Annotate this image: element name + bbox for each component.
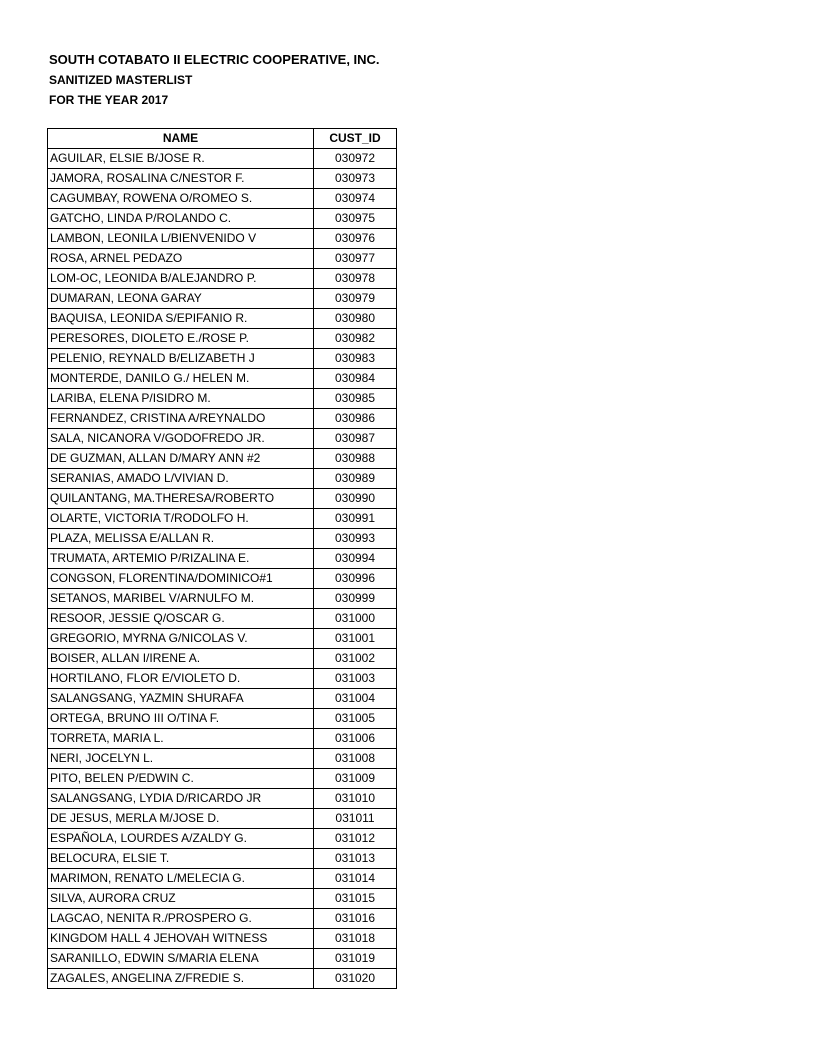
customer-name-cell: GATCHO, LINDA P/ROLANDO C. [48, 209, 314, 229]
table-row [48, 149, 397, 169]
customer-id-cell: 031020 [314, 969, 397, 989]
customer-id-cell: 031011 [314, 809, 397, 829]
customer-id-cell: 030988 [314, 449, 397, 469]
table-row [48, 949, 397, 969]
document-subtitle: SANITIZED MASTERLIST [49, 73, 193, 87]
customer-id-cell: 030973 [314, 169, 397, 189]
table-row [48, 649, 397, 669]
customer-id-cell: 030984 [314, 369, 397, 389]
customer-id-cell: 030993 [314, 529, 397, 549]
customer-id-cell: 030996 [314, 569, 397, 589]
customer-id-cell: 030985 [314, 389, 397, 409]
table-row [48, 749, 397, 769]
document-header [49, 50, 380, 110]
customer-name-cell: PLAZA, MELISSA E/ALLAN R. [48, 529, 314, 549]
table-row [48, 509, 397, 529]
customer-id-cell: 030980 [314, 309, 397, 329]
customer-name-cell: JAMORA, ROSALINA C/NESTOR F. [48, 169, 314, 189]
customer-id-cell: 031014 [314, 869, 397, 889]
customer-name-cell: PITO, BELEN P/EDWIN C. [48, 769, 314, 789]
table-row [48, 829, 397, 849]
customer-name-cell: CAGUMBAY, ROWENA O/ROMEO S. [48, 189, 314, 209]
customer-name-cell: TRUMATA, ARTEMIO P/RIZALINA E. [48, 549, 314, 569]
customer-name-cell: SERANIAS, AMADO L/VIVIAN D. [48, 469, 314, 489]
customer-name-cell: LOM-OC, LEONIDA B/ALEJANDRO P. [48, 269, 314, 289]
customer-name-cell: SETANOS, MARIBEL V/ARNULFO M. [48, 589, 314, 609]
customer-name-cell: MONTERDE, DANILO G./ HELEN M. [48, 369, 314, 389]
table-row [48, 969, 397, 989]
table-row [48, 589, 397, 609]
customer-name-cell: AGUILAR, ELSIE B/JOSE R. [48, 149, 314, 169]
customer-name-cell: SILVA, AURORA CRUZ [48, 889, 314, 909]
customer-id-cell: 031001 [314, 629, 397, 649]
table-row [48, 349, 397, 369]
table-row [48, 529, 397, 549]
customer-id-cell: 030990 [314, 489, 397, 509]
table-row [48, 869, 397, 889]
customer-id-cell: 031016 [314, 909, 397, 929]
customer-name-cell: SALA, NICANORA V/GODOFREDO JR. [48, 429, 314, 449]
customer-id-cell: 030983 [314, 349, 397, 369]
table-row [48, 469, 397, 489]
customer-id-cell: 030982 [314, 329, 397, 349]
table-row [48, 929, 397, 949]
table-row [48, 769, 397, 789]
customer-name-cell: HORTILANO, FLOR E/VIOLETO D. [48, 669, 314, 689]
table-row [48, 629, 397, 649]
customer-name-cell: TORRETA, MARIA L. [48, 729, 314, 749]
customer-id-cell: 031012 [314, 829, 397, 849]
table-row [48, 669, 397, 689]
table-header-row [48, 129, 397, 149]
customer-name-cell: SALANGSANG, LYDIA D/RICARDO JR [48, 789, 314, 809]
customer-id-cell: 030977 [314, 249, 397, 269]
table-row [48, 429, 397, 449]
table-row [48, 909, 397, 929]
customer-id-cell: 031004 [314, 689, 397, 709]
table-row [48, 889, 397, 909]
table-row [48, 709, 397, 729]
customer-id-cell: 030987 [314, 429, 397, 449]
customer-name-cell: GREGORIO, MYRNA G/NICOLAS V. [48, 629, 314, 649]
customer-id-cell: 030986 [314, 409, 397, 429]
customer-id-cell: 031018 [314, 929, 397, 949]
table-row [48, 269, 397, 289]
table-row [48, 689, 397, 709]
customer-id-cell: 031005 [314, 709, 397, 729]
customer-name-cell: NERI, JOCELYN L. [48, 749, 314, 769]
customer-id-cell: 030975 [314, 209, 397, 229]
customer-id-cell: 030974 [314, 189, 397, 209]
table-row [48, 849, 397, 869]
customer-id-cell: 030979 [314, 289, 397, 309]
customer-name-cell: ROSA, ARNEL PEDAZO [48, 249, 314, 269]
customer-name-cell: FERNANDEZ, CRISTINA A/REYNALDO [48, 409, 314, 429]
column-header-name: NAME [48, 129, 314, 149]
customer-name-cell: BAQUISA, LEONIDA S/EPIFANIO R. [48, 309, 314, 329]
customer-id-cell: 030976 [314, 229, 397, 249]
table-row [48, 729, 397, 749]
customer-name-cell: DE JESUS, MERLA M/JOSE D. [48, 809, 314, 829]
customer-name-cell: KINGDOM HALL 4 JEHOVAH WITNESS [48, 929, 314, 949]
table-row [48, 389, 397, 409]
table-row [48, 549, 397, 569]
table-row [48, 249, 397, 269]
table-row [48, 489, 397, 509]
table-row [48, 209, 397, 229]
table-row [48, 289, 397, 309]
table-row [48, 229, 397, 249]
customer-id-cell: 031019 [314, 949, 397, 969]
table-row [48, 569, 397, 589]
table-row [48, 789, 397, 809]
table-row [48, 609, 397, 629]
table-row [48, 329, 397, 349]
customer-name-cell: DE GUZMAN, ALLAN D/MARY ANN #2 [48, 449, 314, 469]
customer-name-cell: LAMBON, LEONILA L/BIENVENIDO V [48, 229, 314, 249]
customer-id-cell: 030972 [314, 149, 397, 169]
masterlist-table [47, 128, 397, 989]
table-row [48, 809, 397, 829]
customer-id-cell: 031003 [314, 669, 397, 689]
organization-name: SOUTH COTABATO II ELECTRIC COOPERATIVE, INC. [49, 52, 380, 67]
customer-id-cell: 031002 [314, 649, 397, 669]
customer-id-cell: 031006 [314, 729, 397, 749]
column-header-cust-id: CUST_ID [314, 129, 397, 149]
customer-name-cell: CONGSON, FLORENTINA/DOMINICO#1 [48, 569, 314, 589]
table-row [48, 369, 397, 389]
customer-name-cell: PELENIO, REYNALD B/ELIZABETH J [48, 349, 314, 369]
customer-name-cell: ESPAÑOLA, LOURDES A/ZALDY G. [48, 829, 314, 849]
customer-id-cell: 031009 [314, 769, 397, 789]
customer-name-cell: LAGCAO, NENITA R./PROSPERO G. [48, 909, 314, 929]
customer-name-cell: DUMARAN, LEONA GARAY [48, 289, 314, 309]
customer-id-cell: 030994 [314, 549, 397, 569]
customer-name-cell: SARANILLO, EDWIN S/MARIA ELENA [48, 949, 314, 969]
customer-name-cell: BOISER, ALLAN I/IRENE A. [48, 649, 314, 669]
customer-name-cell: PERESORES, DIOLETO E./ROSE P. [48, 329, 314, 349]
customer-id-cell: 030989 [314, 469, 397, 489]
customer-id-cell: 031013 [314, 849, 397, 869]
customer-name-cell: QUILANTANG, MA.THERESA/ROBERTO [48, 489, 314, 509]
document-year: FOR THE YEAR 2017 [49, 93, 169, 107]
customer-id-cell: 031015 [314, 889, 397, 909]
customer-name-cell: OLARTE, VICTORIA T/RODOLFO H. [48, 509, 314, 529]
table-row [48, 449, 397, 469]
customer-id-cell: 031000 [314, 609, 397, 629]
table-row [48, 309, 397, 329]
customer-id-cell: 031008 [314, 749, 397, 769]
customer-name-cell: BELOCURA, ELSIE T. [48, 849, 314, 869]
table-row [48, 169, 397, 189]
customer-name-cell: ZAGALES, ANGELINA Z/FREDIE S. [48, 969, 314, 989]
customer-id-cell: 030991 [314, 509, 397, 529]
table-body [48, 149, 397, 989]
customer-id-cell: 030978 [314, 269, 397, 289]
table-row [48, 189, 397, 209]
customer-name-cell: LARIBA, ELENA P/ISIDRO M. [48, 389, 314, 409]
customer-name-cell: MARIMON, RENATO L/MELECIA G. [48, 869, 314, 889]
customer-name-cell: RESOOR, JESSIE Q/OSCAR G. [48, 609, 314, 629]
customer-id-cell: 030999 [314, 589, 397, 609]
table-row [48, 409, 397, 429]
customer-id-cell: 031010 [314, 789, 397, 809]
customer-name-cell: SALANGSANG, YAZMIN SHURAFA [48, 689, 314, 709]
customer-name-cell: ORTEGA, BRUNO III O/TINA F. [48, 709, 314, 729]
